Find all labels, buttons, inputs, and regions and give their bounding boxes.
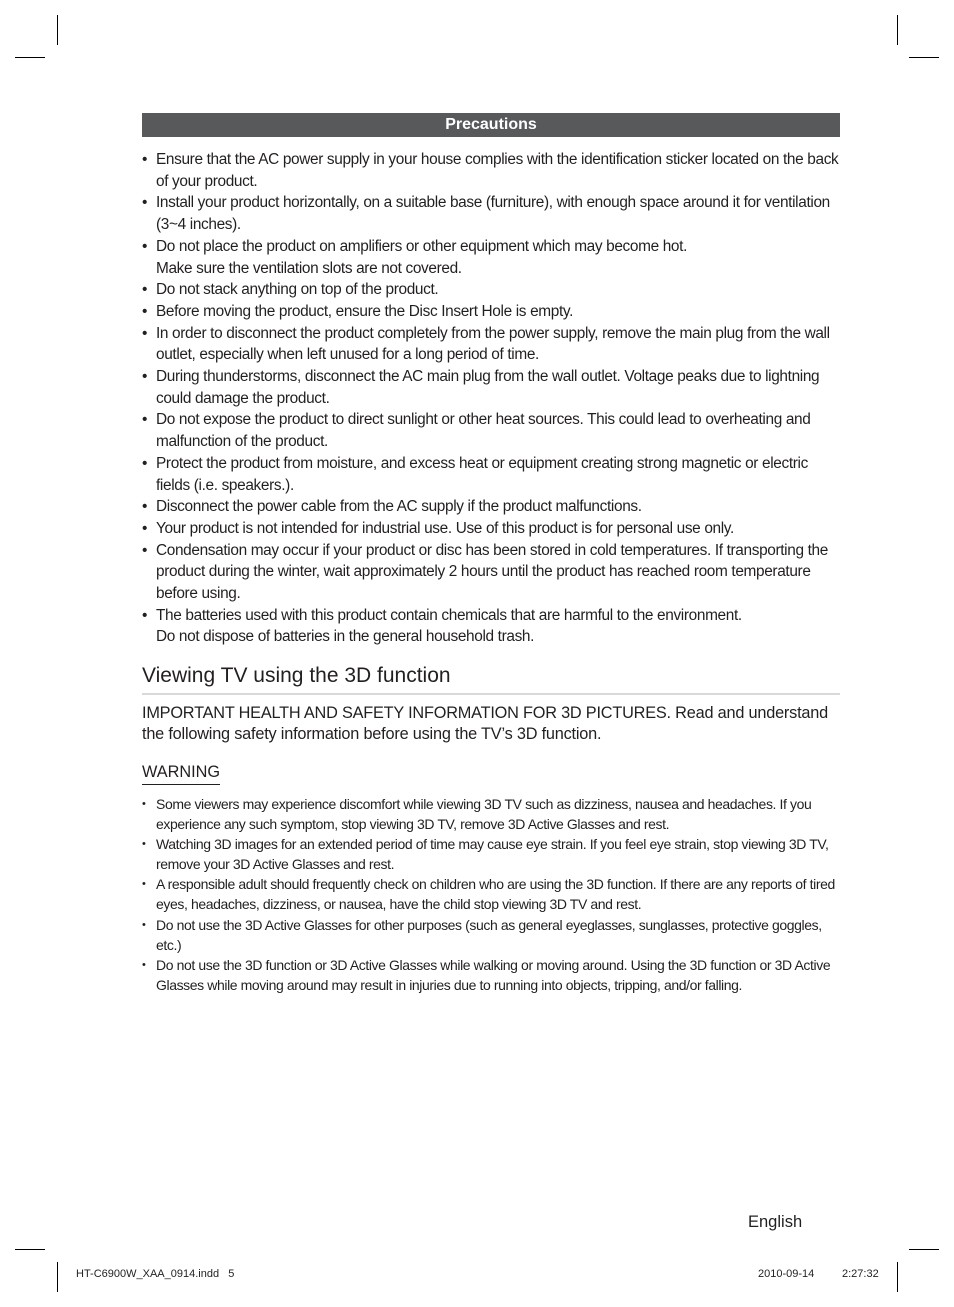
precautions-header: Precautions (142, 113, 840, 137)
list-item: • Do not expose the product to direct sunlight or other heat sources. This could lead to overheating and malfunction of the product. (142, 409, 842, 452)
crop-mark (897, 1262, 898, 1292)
section-title: Viewing TV using the 3D function (142, 663, 840, 695)
warning-label: WARNING (142, 762, 220, 785)
list-item: • Protect the product from moisture, and excess heat or equipment creating strong magnetic or electric fields (i.e. speakers.). (142, 453, 842, 496)
footer-filename: HT-C6900W_XAA_0914.indd 5 (76, 1268, 235, 1280)
list-item: • During thunderstorms, disconnect the AC main plug from the wall outlet. Voltage peaks due to lightning could damage the product. (142, 366, 842, 409)
warnings-list (142, 794, 842, 995)
list-item: • Install your product horizontally, on a suitable base (furniture), with enough space around it for ventilation (3~4 inches). (142, 192, 842, 235)
crop-mark (15, 1249, 45, 1250)
precautions-list (142, 149, 842, 648)
crop-mark (57, 15, 58, 45)
list-item: • Some viewers may experience discomfort while viewing 3D TV such as dizziness, nausea and headaches. If you experience any such symptom, stop viewing 3D TV, remove 3D Active Glasses and rest. (142, 794, 842, 834)
list-item: • Watching 3D images for an extended period of time may cause eye strain. If you feel eye strain, stop viewing 3D TV, remove your 3D Active Glasses and rest. (142, 834, 842, 874)
crop-mark (909, 57, 939, 58)
crop-mark (909, 1249, 939, 1250)
list-item: • A responsible adult should frequently check on children who are using the 3D function. If there are any reports of tired eyes, headaches, dizziness, or nausea, have the child stop viewing 3D TV and rest. (142, 874, 842, 914)
list-item: • The batteries used with this product contain chemicals that are harmful to the environment. Do not dispose of batteries in the general household trash. (142, 605, 842, 648)
list-item: • Do not use the 3D function or 3D Active Glasses while walking or moving around. Using the 3D function or 3D Active Glasses while moving around may result in injuries due to running into objects, tripping, and/or falling. (142, 955, 842, 995)
list-item: • Do not place the product on amplifiers or other equipment which may become hot. Make sure the ventilation slots are not covered. (142, 236, 842, 279)
list-item: • Do not use the 3D Active Glasses for other purposes (such as general eyeglasses, sunglasses, protective goggles, etc.) (142, 915, 842, 955)
list-item: • Disconnect the power cable from the AC supply if the product malfunctions. (142, 496, 842, 518)
crop-mark (15, 57, 45, 58)
list-item: • Before moving the product, ensure the Disc Insert Hole is empty. (142, 301, 842, 323)
footer-date: 2010-09-14 (758, 1268, 815, 1280)
list-item: • Do not stack anything on top of the product. (142, 279, 842, 301)
crop-mark (57, 1262, 58, 1292)
page-language: English (748, 1213, 803, 1231)
important-notice: IMPORTANT HEALTH AND SAFETY INFORMATION FOR 3D PICTURES. Read and understand the following safety information before using the TV’s 3D function. (142, 704, 828, 743)
list-item: • In order to disconnect the product completely from the power supply, remove the main plug from the wall outlet, especially when left unused for a long period of time. (142, 323, 842, 366)
list-item: • Condensation may occur if your product or disc has been stored in cold temperatures. If transporting the product during the winter, wait approximately 2 hours until the product has reached room temperature before using. (142, 540, 842, 605)
footer-time: 2:27:32 (842, 1268, 879, 1280)
list-item: • Ensure that the AC power supply in your house complies with the identification sticker located on the back of your product. (142, 149, 842, 192)
list-item: • Your product is not intended for industrial use. Use of this product is for personal use only. (142, 518, 842, 540)
crop-mark (897, 15, 898, 45)
